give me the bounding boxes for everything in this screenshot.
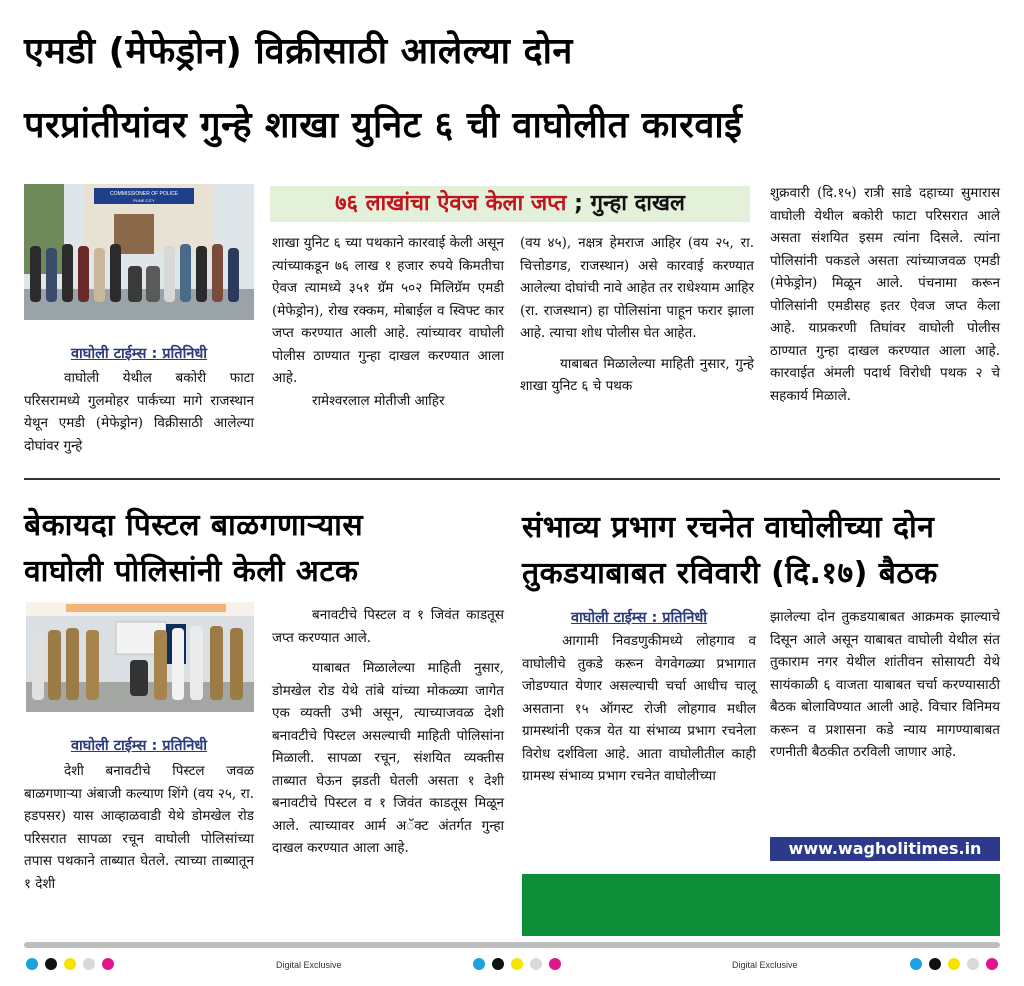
yellow-dot-icon bbox=[511, 958, 523, 970]
subhead-black-text: गुन्हा दाखल bbox=[590, 191, 685, 216]
gray-dot-icon bbox=[83, 958, 95, 970]
black-dot-icon bbox=[929, 958, 941, 970]
photo-sign-line1: COMMISSIONER OF POLICE bbox=[110, 191, 178, 197]
magenta-dot-icon bbox=[549, 958, 561, 970]
cyan-dot-icon bbox=[910, 958, 922, 970]
story1-col3-paragraph: (वय ४५), नक्षत्र हेमराज आहिर (वय २५, रा. चित्तोडगड, राजस्थान) असे कारवाई करण्यात आलेल्या दोघांची नावे आहेत तर राधेश्याम आहिर (रा. राजस्थान) हा पोलिसांना पाहून फरार झाला आहे. त्याचा शोध पोलीस घेत आहेत. bbox=[520, 235, 754, 341]
story1-byline: वाघोली टाईम्स : प्रतिनिधी bbox=[70, 346, 208, 362]
story1-col2-paragraph: शाखा युनिट ६ च्या पथकाने कारवाई केली असून त्यांच्याकडून ७६ लाख १ हजार रुपये किमतीचा ऐवज त्यामध्ये ३५१ ग्रॅम ५०२ मिलिग्रॅम एमडी (मेफेड्रोन), रोख रक्कम, मोबाईल व स्विफ्ट कार जप्त करण्यात आली आहे. त्यांच्यावर वाघोली पोलीस ठाण्यात गुन्हा दाखल करण्यात आला आहे. bbox=[272, 235, 504, 386]
story1-col3-paragraph-b: याबाबत मिळालेल्या माहिती नुसार, गुन्हे शाखा युनिट ६ चे पथक bbox=[520, 355, 754, 394]
footer-label-center: Digital Exclusive bbox=[276, 960, 342, 970]
story2-byline: वाघोली टाईम्स : प्रतिनिधी bbox=[70, 738, 208, 754]
story1-col2-paragraph-b: रामेश्वरलाल मोतीजी आहिर bbox=[312, 392, 445, 409]
story1-col1-paragraph: वाघोली येथील बकोरी फाटा परिसरामध्ये गुलमोहर पार्कच्या मागे राजस्थान येथून एमडी (मेफेड्रोन) विक्रीसाठी आलेल्या दोघांवर गुन्हे bbox=[24, 370, 254, 454]
magenta-dot-icon bbox=[102, 958, 114, 970]
story1-photo bbox=[24, 184, 254, 320]
story1-column-4 bbox=[770, 182, 1000, 407]
story1-column-3 bbox=[520, 232, 754, 398]
footer-label-right: Digital Exclusive bbox=[732, 960, 798, 970]
story1-subhead bbox=[270, 186, 750, 222]
story1-column-2 bbox=[272, 232, 504, 412]
story1-col4-paragraph: शुक्रवारी (दि.१५) रात्री साडे दहाच्या सुमारास वाघोली येथील बकोरी फाटा परिसरात आले असता संशयित इसम त्यांना दिसले. त्यांना पोलिसांनी पकडले असता त्यांच्याजवळ एमडी (मेफेड्रोन) मिळून आले. पंचनामा करून पोलिसांनी एमडीसह इतर ऐवज जप्त केला आहे. याप्रकरणी तिघांवर वाघोली पोलीस ठाण्यात गुन्हा दाखल करण्यात आला आहे. कारवाईत अंमली पदार्थ विरोधी पथक २ चे सहकार्य मिळाले. bbox=[770, 185, 1000, 404]
story2-column-1 bbox=[24, 760, 254, 895]
black-dot-icon bbox=[492, 958, 504, 970]
story2-photo bbox=[26, 602, 254, 712]
story2-col1-paragraph: देशी बनावटीचे पिस्टल जवळ बाळगणाऱ्या अंबाजी कल्याण शिंगे (वय २५, रा. हडपसर) यास आव्हाळवाडी येथे डोमखेल रोड परिसरात सापळा रचून वाघोली पोलिसांच्या तपास पथकाने ताब्यात घेतले. त्याच्या ताब्यातून १ देशी bbox=[24, 763, 254, 892]
gray-dot-icon bbox=[530, 958, 542, 970]
story3-column-1 bbox=[522, 630, 756, 788]
story2-col2-paragraph-b: याबाबत मिळालेल्या माहिती नुसार, डोमखेल रोड येथे तांबे यांच्या मोकळ्या जागेत एक व्यक्ती उभी असून, त्याच्याजवळ देशी बनावटीचे पिस्टल असल्याची माहिती पोलिसांना मिळाली. सापळा रचून, संशयित व्यक्तीस ताब्यात घेऊन झडती घेतली असता १ देशी बनावटीचे पिस्टल व १ जिवंत काडतूस मिळून आले. त्याच्यावर आर्म अॅक्ट अंतर्गत गुन्हा दाखल करण्यात आला आहे. bbox=[272, 660, 504, 856]
footer-bar bbox=[24, 942, 1000, 948]
green-ad-box bbox=[522, 874, 1000, 936]
story1-column-1 bbox=[24, 367, 254, 457]
yellow-dot-icon bbox=[948, 958, 960, 970]
story3-headline-line1: संभाव्य प्रभाग रचनेत वाघोलीच्या दोन bbox=[522, 510, 935, 545]
story1-headline-line2: परप्रांतीयांवर गुन्हे शाखा युनिट ६ ची वाघोलीत कारवाई bbox=[24, 105, 743, 146]
story2-headline-line2: वाघोली पोलिसांनी केली अटक bbox=[24, 554, 359, 589]
gray-dot-icon bbox=[967, 958, 979, 970]
website-url-box[interactable]: www.wagholitimes.in bbox=[770, 837, 1000, 861]
subhead-separator: ; bbox=[566, 191, 591, 216]
story1-headline-line1: एमडी (मेफेड्रोन) विक्रीसाठी आलेल्या दोन bbox=[24, 31, 573, 72]
photo-sign-line2: PUNE CITY bbox=[133, 198, 155, 203]
magenta-dot-icon bbox=[986, 958, 998, 970]
story3-col2-paragraph: झालेल्या दोन तुकडयाबाबत आक्रमक झाल्याचे दिसून आले असून याबाबत वाघोली येथील संत तुकाराम नगर येथील शांतीवन सोसायटी येथे सायंकाळी ६ वाजता याबाबत चर्चा करण्यासाठी बैठक बोलाविण्यात आली आहे. विचार विनिमय करून व प्रशासना कडे न्याय मागण्याबाबत रणनीती बैठकीत ठरविली जाणार आहे. bbox=[770, 609, 1000, 760]
police-arrest-photo bbox=[26, 602, 254, 712]
black-dot-icon bbox=[45, 958, 57, 970]
cyan-dot-icon bbox=[473, 958, 485, 970]
police-group-photo bbox=[24, 184, 254, 320]
section-divider bbox=[24, 478, 1000, 480]
yellow-dot-icon bbox=[64, 958, 76, 970]
story3-byline: वाघोली टाईम्स : प्रतिनिधी bbox=[570, 610, 708, 626]
cyan-dot-icon bbox=[26, 958, 38, 970]
story2-headline-line1: बेकायदा पिस्टल बाळगणाऱ्यास bbox=[24, 508, 364, 543]
story3-column-2 bbox=[770, 606, 1000, 764]
story3-headline-line2: तुकडयाबाबत रविवारी (दि.१७) बैठक bbox=[522, 556, 938, 591]
story2-col2-paragraph: बनावटीचे पिस्टल व १ जिवंत काडतूस जप्त करण्यात आले. bbox=[272, 607, 504, 646]
story2-column-2 bbox=[272, 604, 504, 860]
story3-col1-paragraph: आगामी निवडणुकीमध्ये लोहगाव व वाघोलीचे तुकडे करून वेगवेगळ्या प्रभागात जोडण्यात येणार असल्याची चर्चा आधीच चालू असताना १५ ऑगस्ट रोजी लोहगाव मधील ग्रामस्थांनी एकत्र येत या संभाव्य प्रभाग रचनेला विरोध दर्शविला आहे. आता वाघोलीतील काही ग्रामस्थ संभाव्य प्रभाग रचनेत वाघोलीच्या bbox=[522, 633, 756, 784]
subhead-red-text: ७६ लाखांचा ऐवज केला जप्त bbox=[335, 191, 567, 216]
